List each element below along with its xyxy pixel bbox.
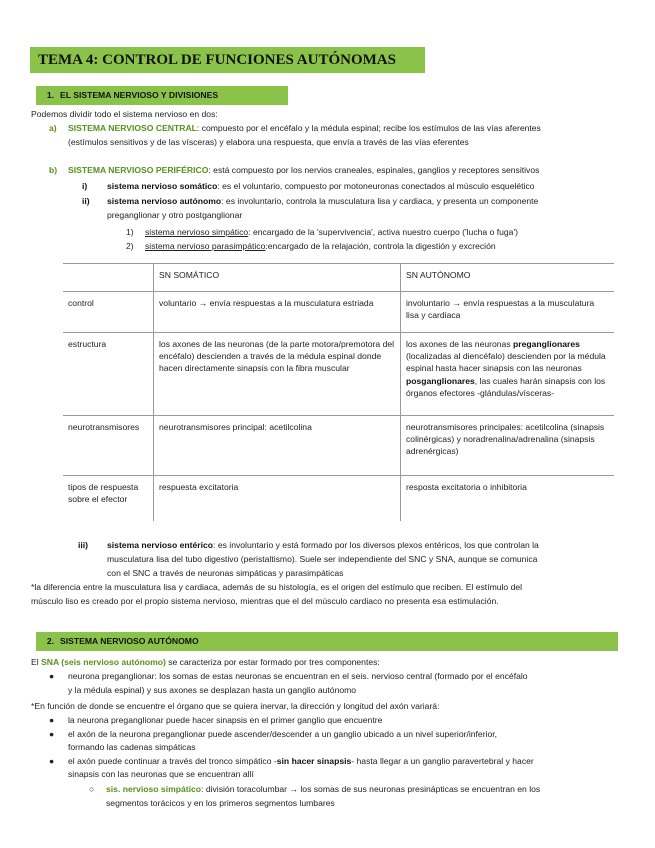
list-item-text: el axón puede continuar a través del tronco simpático - [68, 756, 277, 766]
table-header-cell: SN SOMÁTICO [154, 264, 401, 292]
item-b-iii-text: : es involuntario y está formado por los diversos plexos entéricos, los que controlan la [213, 540, 539, 550]
section-2-intro-pre: El [31, 657, 42, 667]
note-line: *En función de donde se encuentre el órgano que se quiera inervar, la dirección y longitud del axón variará: [31, 701, 440, 711]
bullet-icon: ● [49, 671, 55, 681]
list-item-text: neurona preganglionar: los somas de estas neuronas se encuentran en el seis. nervioso central (formado por el encéfalo [68, 671, 528, 681]
bullet-icon: ● [49, 756, 55, 766]
table-cell: involuntario → envía respuestas a la musculatura lisa y cardiaca [401, 292, 615, 333]
item-b-ii-1 [126, 226, 626, 238]
note-line: músculo liso es creado por el propio sistema nervioso, mientras que el del músculo cardiaco no presenta esa estimulación. [31, 596, 499, 606]
table-row [63, 333, 614, 416]
sub-list-item-text-cont: segmentos torácicos y en los primeros segmentos lumbares [106, 798, 335, 808]
item-a-marker: a) [49, 123, 57, 133]
list-item [49, 670, 634, 682]
item-b-iii-marker: iii) [78, 540, 89, 550]
section-2-number: 2. [46, 636, 54, 646]
item-b-ii-1-term: sistema nervioso simpático [145, 227, 249, 237]
item-b-marker: b) [49, 165, 58, 175]
table-cell: neurotransmisores principal: acetilcolina [154, 416, 401, 476]
section-2-intro-post: se caracteriza por estar formado por tres componentes: [165, 657, 380, 667]
item-b-iii-term: sistema nervioso entérico [107, 540, 214, 550]
item-b-iii-text-cont: musculatura lisa del tubo digestivo (peristaltismo). Suele ser independiente del SNC y SNA, aunque se comunica [107, 554, 538, 564]
list-item-emphasis: sin hacer sinapsis [276, 756, 352, 766]
item-a-term: SISTEMA NERVIOSO CENTRAL [68, 123, 197, 133]
document-title: TEMA 4: CONTROL DE FUNCIONES AUTÓNOMAS [30, 47, 425, 73]
section-1-number: 1. [46, 90, 54, 100]
item-b-iii [78, 539, 633, 551]
section-2-intro-term: SNA (seis nervioso autónomo) [41, 657, 166, 667]
bullet-icon: ● [49, 729, 55, 739]
table-cell: estructura [68, 339, 107, 349]
item-b-i [82, 180, 632, 192]
item-b-iii-text-cont: con el SNC a través de neuronas simpáticas y parasimpáticas [107, 568, 344, 578]
list-item-text-cont: sinapsis con las neuronas que se encuentran allí [68, 769, 254, 779]
item-a-text-cont: (estímulos sensitivos y de las vísceras) y elabora una respuesta, que envía a través de las vías eferentes [68, 137, 469, 147]
list-item-text: - hasta llegar a un ganglio paravertebral y hacer [351, 756, 534, 766]
sub-list-item [89, 783, 634, 795]
table-cell: resposta excitatoria o inhibitoria [401, 476, 615, 522]
list-item-text-cont: y la médula espinal) y sus axones se desplazan hasta un ganglio autónomo [68, 685, 357, 695]
table-header-cell [63, 264, 154, 292]
table-cell: los axones de las neuronas (de la parte motora/premotora del encéfalo) descienden a través de la médula espinal donde hacen directamente sinapsis con la fibra muscular [154, 333, 401, 416]
section-1-intro: Podemos dividir todo el sistema nervioso en dos: [31, 109, 218, 119]
table-cell-text: los axones de las neuronas [406, 339, 514, 349]
table-header-row [63, 264, 614, 292]
table-cell: control [68, 298, 94, 308]
table-cell-term: posganglionares [406, 375, 475, 386]
table-cell: tipos de respuesta sobre el efector [68, 482, 139, 505]
item-b-text: : está compuesto por los nervios craneales, espinales, ganglios y receptores sensitivos [208, 165, 540, 175]
table-row [63, 292, 614, 333]
item-b-ii-2-marker: 2) [126, 241, 134, 251]
item-a-text: : compuesto por el encéfalo y la médula espinal; recibe los estímulos de las vías aferentes [196, 123, 541, 133]
note-line: *la diferencia entre la musculatura lisa y cardiaca, además de su histología, es el origen del estímulo que reciben. El estímulo del [31, 582, 523, 592]
comparison-table [63, 263, 614, 521]
item-b-i-text: : es el voluntario, compuesto por motoneuronas conectados al músculo esquelético [217, 181, 535, 191]
sub-list-item-term: sis. nervioso simpático [106, 784, 202, 794]
section-2-header [36, 632, 618, 651]
section-1-header [36, 86, 288, 105]
item-b-i-marker: i) [82, 181, 88, 191]
table-cell: neurotransmisores principales: acetilcolina (sinapsis colinérgicas) y noradrenalina/adrenalina (sinapsis adrenérgicas) [401, 416, 615, 476]
item-b-term: SISTEMA NERVIOSO PERIFÉRICO [68, 165, 209, 175]
list-item [49, 714, 634, 726]
table-header-cell: SN AUTÓNOMO [401, 264, 615, 292]
table-cell-term: preganglionares [513, 339, 580, 349]
table-cell: neurotransmisores [68, 422, 140, 432]
item-a [49, 122, 629, 134]
sub-list-item-text: : división toracolumbar → los somas de sus neuronas presinápticas se encuentran en los [201, 784, 541, 794]
item-b-ii-term: sistema nervioso autónomo [107, 196, 222, 206]
item-b-ii-text-cont: preganglionar y otro postganglionar [107, 210, 243, 220]
table-cell: voluntario → envía respuestas a la musculatura estriada [154, 292, 401, 333]
list-item-text-cont: formando las cadenas simpáticas [68, 742, 196, 752]
section-2-intro [31, 656, 631, 668]
table-cell-text: (localizadas al diencéfalo) descienden por la médula espinal hasta hacer sinapsis con las neuronas [406, 351, 606, 374]
list-item-text: la neurona preganglionar puede hacer sinapsis en el primer ganglio que encuentre [68, 715, 383, 725]
table-cell [401, 333, 615, 416]
table-cell: respuesta excitatoria [154, 476, 401, 522]
list-item [49, 728, 634, 740]
item-b-ii-1-text: : encargado de la 'supervivencia', activa nuestro cuerpo ('lucha o fuga') [248, 227, 518, 237]
item-b-i-term: sistema nervioso somático [107, 181, 218, 191]
item-b-ii-2-term: sistema nervioso parasimpático [145, 241, 266, 251]
item-b-ii-marker: ii) [82, 196, 90, 206]
item-b-ii-1-marker: 1) [126, 227, 134, 237]
table-row [63, 416, 614, 476]
list-item-text: el axón de la neurona preganglionar puede ascender/descender a un ganglio ubicado a un nivel superior/inferior, [68, 729, 498, 739]
item-b [49, 164, 629, 176]
table-cell-text: , las cuales harán sinapsis con los órganos efectores -glándulas/vísceras- [406, 375, 606, 398]
item-b-ii [82, 195, 632, 207]
item-b-ii-2-text: :encargado de la relajación, controla la digestión y excreción [265, 241, 496, 251]
bullet-icon: ● [49, 715, 55, 725]
section-2-heading: SISTEMA NERVIOSO AUTÓNOMO [60, 636, 199, 646]
circle-bullet-icon: ○ [89, 784, 95, 794]
list-item [49, 755, 639, 767]
section-1-heading: EL SISTEMA NERVIOSO Y DIVISIONES [60, 90, 219, 100]
table-row [63, 476, 614, 522]
item-b-ii-text: : es involuntario, controla la musculatura lisa y cardiaca, y presenta un componente [221, 196, 539, 206]
item-b-ii-2 [126, 240, 626, 252]
